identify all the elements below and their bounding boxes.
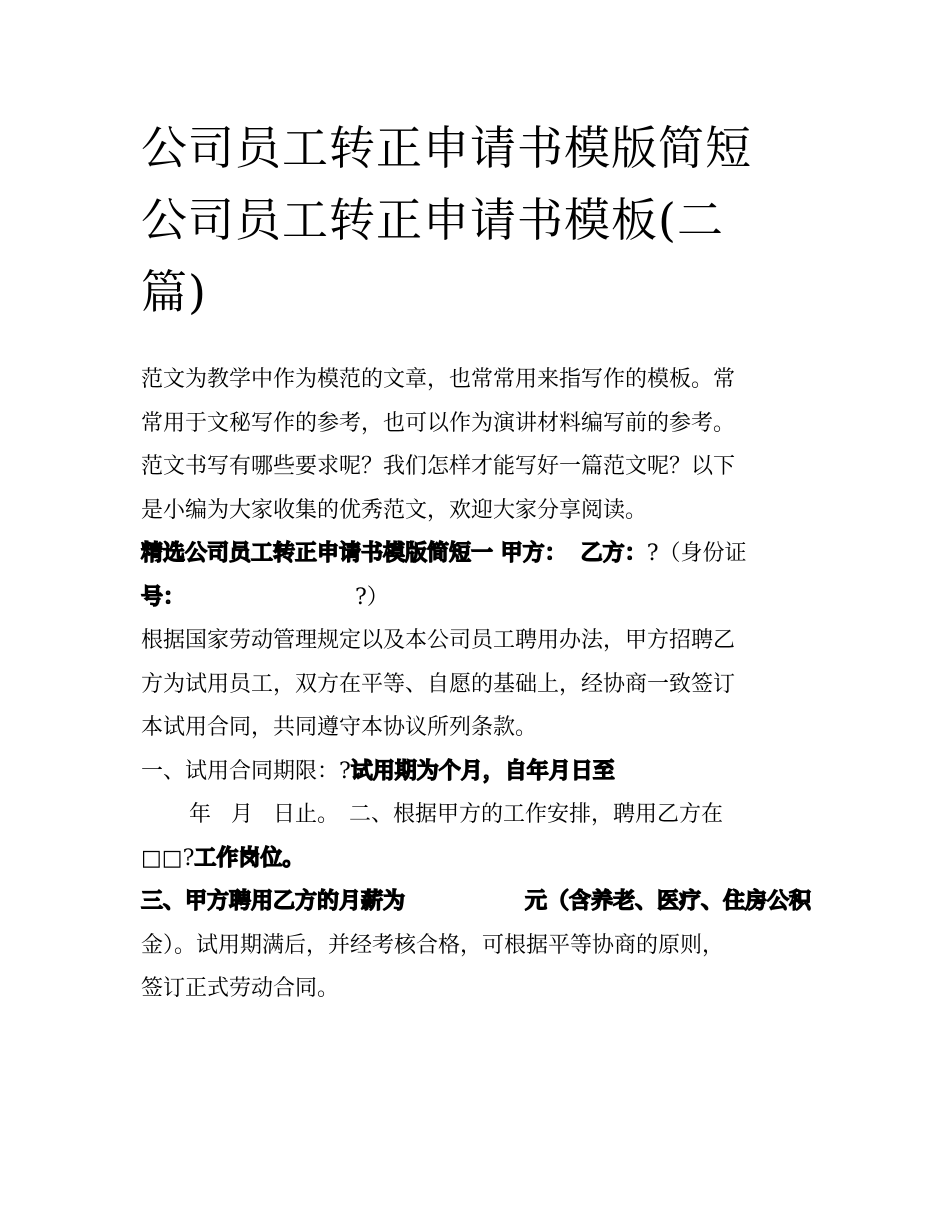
- clause1-term: 试用期为个月，自年月日至: [350, 757, 615, 784]
- intro-line-1: 范文为教学中作为模范的文章，也常常用来指写作的模板。常: [141, 367, 736, 392]
- clause2-position: 工作岗位。: [194, 844, 305, 871]
- clause3-line-1: [141, 880, 841, 924]
- clause1-day: 日止。: [273, 802, 340, 827]
- contract-heading: 精选公司员工转正申请书模版简短一 甲方：: [141, 540, 567, 566]
- id-number-label: 号：: [141, 583, 186, 610]
- clause3-line-2: 金）。试用期满后，并经考核合格，可根据平等协商的原则，: [141, 932, 725, 958]
- clause1-label: 一、试用合同期限：?: [141, 758, 351, 784]
- clause3-line-3: 签订正式劳动合同。: [141, 976, 340, 1001]
- party-b-label: 乙方：: [580, 540, 647, 566]
- clause2-line-2: [141, 837, 841, 881]
- intro-line-3: 范文书写有哪些要求呢？我们怎样才能写好一篇范文呢？以下: [141, 454, 736, 479]
- title-line-2: 公司员工转正申请书模板(二: [141, 193, 724, 247]
- title-line-1: 公司员工转正申请书模版简短: [141, 121, 752, 175]
- para1-line-1: 根据国家劳动管理规定以及本公司员工聘用办法，甲方招聘乙: [141, 628, 736, 653]
- para1-line-3: 本试用合同，共同遵守本协议所列条款。: [141, 715, 538, 740]
- clause1-line: [141, 750, 841, 794]
- title-line-3: 篇): [141, 265, 207, 319]
- clause1-continuation: [141, 793, 841, 837]
- clause3-benefits: 元（含养老、医疗、住房公积: [525, 888, 812, 914]
- contract-heading-line: [141, 532, 841, 576]
- id-number-line: [141, 576, 841, 620]
- clause2-start: 二、根据甲方的工作安排，聘用乙方在: [349, 802, 724, 827]
- clause3-salary: 三、甲方聘用乙方的月薪为: [141, 888, 406, 914]
- clause1-year: 年: [189, 802, 212, 827]
- clause1-month: 月: [231, 802, 254, 827]
- intro-line-2: 常用于文秘写作的参考，也可以作为演讲材料编写前的参考。: [141, 410, 736, 436]
- clause2-position-blank: □□?: [141, 845, 195, 871]
- document-title: [141, 112, 821, 328]
- document-body: [141, 358, 841, 1011]
- party-b-id-prefix: ?（身份证: [646, 541, 747, 566]
- intro-line-4: 是小编为大家收集的优秀范文，欢迎大家分享阅读。: [141, 497, 648, 523]
- id-number-suffix: ?）: [355, 584, 389, 610]
- para1-line-2: 方为试用员工，双方在平等、自愿的基础上，经协商一致签订: [141, 671, 736, 697]
